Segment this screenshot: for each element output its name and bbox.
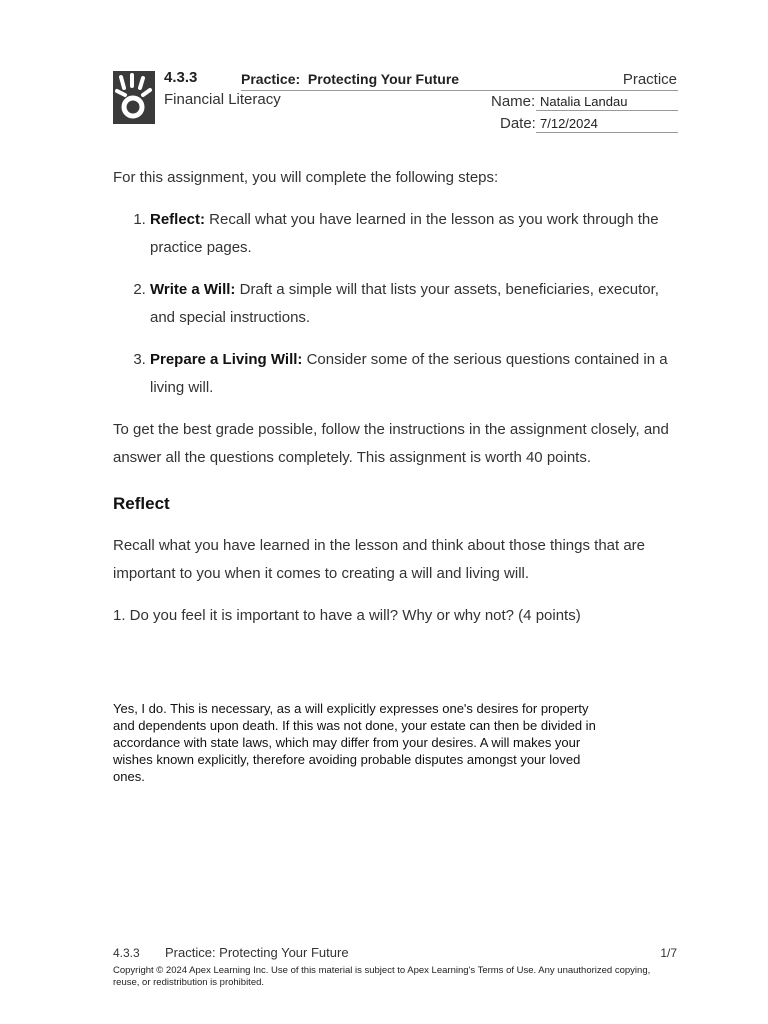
header-divider <box>241 90 678 91</box>
date-field[interactable]: 7/12/2024 <box>540 116 598 131</box>
step-living-will <box>150 346 678 402</box>
step-write-will <box>150 276 678 332</box>
name-label: Name: <box>491 93 536 110</box>
step-text: Recall what you have learned in the lesson as you work through the practice pages. <box>150 211 659 256</box>
intro-text: For this assignment, you will complete the following steps: <box>113 169 499 186</box>
assignment-body <box>113 164 678 630</box>
footer-title: Practice: Protecting Your Future <box>165 945 349 960</box>
step-label: Reflect: <box>150 211 206 228</box>
name-field[interactable]: Natalia Landau <box>540 94 628 109</box>
step-text: Draft a simple will that lists your assets, beneficiaries, executor, and special instructions. <box>150 281 659 326</box>
page-number: 1/7 <box>660 946 677 960</box>
section-number: 4.3.3 <box>164 69 198 86</box>
apex-logo-icon <box>113 71 155 124</box>
reflect-text: Recall what you have learned in the lesson and think about those things that are important to you when it comes to creating a will and living will. <box>113 537 646 582</box>
question-1: 1. Do you feel it is important to have a will? Why or why not? (4 points) <box>113 607 581 624</box>
page-title: Practice: Protecting Your Future <box>241 71 460 87</box>
course-name: Financial Literacy <box>164 91 281 108</box>
closing-text: To get the best grade possible, follow the instructions in the assignment closely, and answer all the questions completely. This assignment is worth 40 points. <box>113 421 669 466</box>
copyright-notice: Copyright © 2024 Apex Learning Inc. Use of this material is subject to Apex Learning's Terms of Use. Any unauthorized copying, reuse, or redistribution is prohibited. <box>113 965 651 988</box>
step-label: Prepare a Living Will: <box>150 351 303 368</box>
steps-list <box>113 206 678 402</box>
step-reflect <box>150 206 678 262</box>
step-label: Write a Will: <box>150 281 236 298</box>
date-field-underline <box>536 132 678 133</box>
step-text: Consider some of the serious questions contained in a living will. <box>150 351 668 396</box>
name-field-underline <box>536 110 678 111</box>
footer-section-number: 4.3.3 <box>113 946 140 960</box>
document-type-label: Practice <box>622 71 677 88</box>
answer-1-field[interactable]: Yes, I do. This is necessary, as a will explicitly expresses one's desires for property and dependents upon death. If this was not done, your estate can then be divided in accordance with state laws, which may differ from your desires. A will makes your wishes known explicitly, therefore avoiding probable disputes amongst your loved ones. <box>113 701 596 784</box>
date-label: Date: <box>500 115 536 132</box>
reflect-heading: Reflect <box>113 494 170 513</box>
